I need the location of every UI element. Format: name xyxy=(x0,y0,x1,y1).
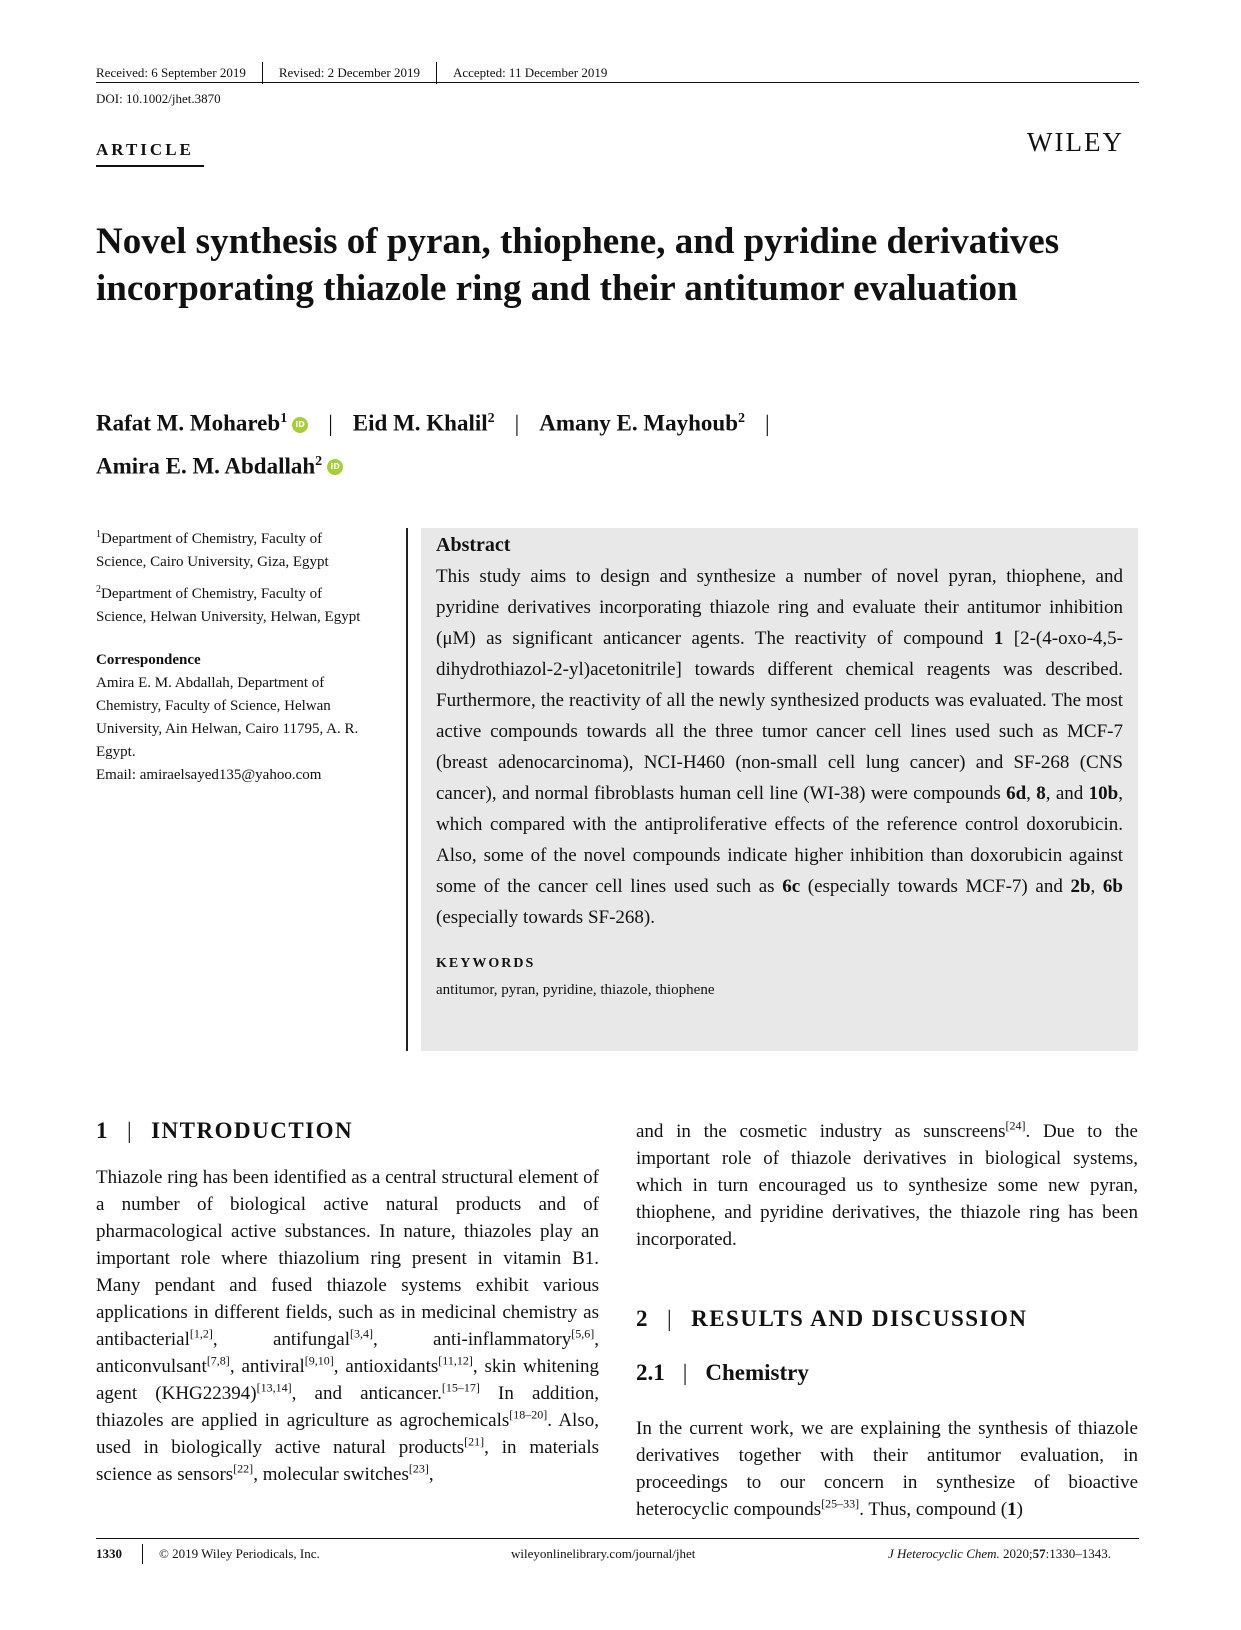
subsection-separator: | xyxy=(682,1360,688,1385)
affiliation-marker: 2 xyxy=(315,453,323,469)
citation-ref[interactable]: [11,12] xyxy=(438,1353,473,1368)
page-number: 1330 xyxy=(96,1546,122,1561)
body-text: . Due to the important role of thiazole derivatives in biological systems, which in turn encouraged us to synthesize some new pyran, thiophene, and pyridine derivatives, the thiazole ring has been incorporated. xyxy=(636,1121,1138,1250)
body-text: , skin whitening agent (KHG22394) xyxy=(96,1356,599,1404)
section-heading-introduction xyxy=(96,1118,353,1144)
received-date: Received: 6 September 2019 xyxy=(96,65,246,80)
affiliation xyxy=(96,523,371,574)
section-heading-results xyxy=(636,1306,1028,1332)
body-text: . Thus, compound ( xyxy=(859,1499,1008,1520)
abstract-segment: (especially towards SF-268). xyxy=(436,907,655,928)
body-text: , anti-inflammatory xyxy=(372,1329,572,1350)
subsection-title: Chemistry xyxy=(705,1360,809,1385)
abstract-segment: , and xyxy=(1045,783,1089,804)
abstract-segment: , xyxy=(1090,876,1103,897)
citation-ref[interactable]: [7,8] xyxy=(206,1353,230,1368)
author-separator: | xyxy=(328,410,333,436)
introduction-paragraph-continued xyxy=(636,1118,1138,1253)
author-separator: | xyxy=(764,410,770,436)
author-name[interactable]: Eid M. Khalil xyxy=(352,410,488,436)
citation-ref[interactable]: [24] xyxy=(1005,1118,1026,1133)
orcid-icon[interactable]: iD xyxy=(327,459,343,475)
body-text: , anticonvulsant xyxy=(96,1329,599,1377)
section-separator: | xyxy=(667,1306,674,1331)
author-separator: | xyxy=(514,410,520,436)
compound-ref: 6c xyxy=(782,876,801,897)
copyright: © 2019 Wiley Periodicals, Inc. xyxy=(159,1546,320,1561)
abstract-segment: This study aims to design and synthesize a number of novel pyran, thiophene, and pyridine derivatives incorporating thiazole ring and evaluate their antitumor inhibition (μM) as significant anticancer agents. The reactivity of compound xyxy=(436,566,1123,649)
section-number: 2 xyxy=(636,1306,649,1331)
orcid-icon[interactable]: iD xyxy=(292,417,308,433)
compound-ref: 6b xyxy=(1102,876,1123,897)
body-text: and in the cosmetic industry as sunscreens xyxy=(636,1121,1006,1142)
citation-ref[interactable]: [18–20] xyxy=(509,1407,548,1422)
abstract xyxy=(436,534,1123,999)
compound-ref: 1 xyxy=(1007,1499,1017,1520)
keywords-heading: KEYWORDS xyxy=(436,956,536,971)
body-text: , antioxidants xyxy=(333,1356,439,1377)
compound-ref: 2b xyxy=(1070,876,1091,897)
compound-ref: 8 xyxy=(1036,783,1046,804)
correspondence-email[interactable]: Email: amiraelsayed135@yahoo.com xyxy=(96,767,322,783)
header-rule xyxy=(96,82,1139,83)
author-name[interactable]: Rafat M. Mohareb xyxy=(96,410,281,436)
citation-ref[interactable]: [1,2] xyxy=(189,1326,213,1341)
body-text: Thiazole ring has been identified as a central structural element of a number of biological active natural products and of pharmacological active substances. In nature, thiazoles play an important role where thiazolium ring present in vitamin B1. Many pendant and fused thiazole systems exhibit various applications in different fields, such as in medicinal chemistry as antibacterial xyxy=(96,1167,599,1350)
citation-ref[interactable]: [13,14] xyxy=(256,1380,292,1395)
affiliation-text: Department of Chemistry, Faculty of Science, Helwan University, Helwan, Egypt xyxy=(96,586,361,625)
body-text: . Also, used in biologically active natural products xyxy=(96,1410,599,1458)
affiliation xyxy=(96,578,371,629)
abstract-text xyxy=(436,561,1123,933)
affiliation-number: 2 xyxy=(96,584,101,595)
footer-divider xyxy=(142,1544,143,1564)
affiliation-marker: 1 xyxy=(280,411,288,426)
affiliation-number: 1 xyxy=(96,529,101,540)
author-name[interactable]: Amira E. M. Abdallah xyxy=(96,453,316,479)
divider xyxy=(436,62,437,84)
section-title: RESULTS AND DISCUSSION xyxy=(691,1306,1028,1331)
journal-year: 2020; xyxy=(1003,1546,1033,1561)
abstract-segment: (especially towards MCF-7) and xyxy=(800,876,1071,897)
journal-citation xyxy=(888,1546,1111,1562)
body-text: ) xyxy=(1016,1499,1023,1520)
journal-volume: 57 xyxy=(1032,1546,1046,1561)
abstract-segment: , xyxy=(1026,783,1037,804)
section-separator: | xyxy=(127,1118,134,1143)
body-text: , antifungal xyxy=(212,1329,350,1350)
wiley-logo: WILEY xyxy=(1027,127,1124,157)
body-text: , xyxy=(428,1464,434,1485)
citation-ref[interactable]: [15–17] xyxy=(441,1380,480,1395)
body-text: In the current work, we are explaining the synthesis of thiazole derivatives together with their antitumor evaluation, in proceedings to our concern in synthesize of bioactive heterocyclic compounds xyxy=(636,1418,1138,1520)
citation-ref[interactable]: [5,6] xyxy=(571,1326,595,1341)
divider xyxy=(262,62,263,84)
article-type-label: ARTICLE xyxy=(96,140,194,159)
affiliations-panel xyxy=(96,523,371,787)
subsection-heading-chemistry xyxy=(636,1360,809,1386)
journal-pages: :1330–1343. xyxy=(1045,1546,1112,1561)
citation-ref[interactable]: [21] xyxy=(464,1434,485,1449)
doi[interactable]: DOI: 10.1002/jhet.3870 xyxy=(96,91,221,106)
subsection-number: 2.1 xyxy=(636,1360,665,1385)
chemistry-paragraph xyxy=(636,1415,1138,1523)
article-type-underline xyxy=(96,165,204,167)
body-text: , and anticancer. xyxy=(291,1383,442,1404)
correspondence-address: Amira E. M. Abdallah, Department of Chemistry, Faculty of Science, Helwan University, Ain Helwan, Cairo 11795, A. R. Egypt. xyxy=(96,675,359,760)
body-text: , in materials science as sensors xyxy=(96,1437,599,1485)
abstract-side-rule xyxy=(406,528,408,1051)
author-name[interactable]: Amany E. Mayhoub xyxy=(539,410,738,436)
article-history xyxy=(96,62,607,84)
citation-ref[interactable]: [3,4] xyxy=(349,1326,373,1341)
citation-ref[interactable]: [9,10] xyxy=(304,1353,334,1368)
body-text: , molecular switches xyxy=(253,1464,409,1485)
abstract-heading: Abstract xyxy=(436,534,511,556)
revised-date: Revised: 2 December 2019 xyxy=(278,65,420,80)
citation-ref[interactable]: [22] xyxy=(233,1461,254,1476)
body-text: , antiviral xyxy=(229,1356,305,1377)
abstract-segment: [2-(4-oxo-4,5-dihydrothiazol-2-yl)acetonitrile] towards different chemical reagents was described. Furthermore, the reactivity of all the newly synthesized products was evaluated. The most active compounds towards all the three tumor cancer cell lines used such as MCF-7 (breast adenocarcinoma), NCI-H460 (non-small cell lung cancer) and SF-268 (CNS cancer), and normal fibroblasts human cell line (WI-38) were compounds xyxy=(436,628,1123,804)
compound-ref: 1 xyxy=(993,628,1004,649)
introduction-paragraph xyxy=(96,1164,599,1488)
footer-rule xyxy=(96,1538,1139,1539)
body-text: In addition, thiazoles are applied in agriculture as agrochemicals xyxy=(96,1383,599,1431)
correspondence-heading: Correspondence xyxy=(96,652,201,668)
citation-ref[interactable]: [23] xyxy=(408,1461,429,1476)
affiliation-text: Department of Chemistry, Faculty of Science, Cairo University, Giza, Egypt xyxy=(96,531,329,570)
abstract-segment: , which compared with the antiproliferative effects of the reference control doxorubicin. Also, some of the novel compounds indicate higher inhibition than doxorubicin against some of the cancer cell lines used such as xyxy=(436,783,1123,897)
journal-name: J Heterocyclic Chem. xyxy=(888,1546,1000,1561)
section-title: INTRODUCTION xyxy=(151,1118,354,1143)
affiliation-marker: 2 xyxy=(487,411,495,426)
citation-ref[interactable]: [25–33] xyxy=(821,1496,860,1511)
compound-ref: 6d xyxy=(1006,783,1027,804)
journal-url[interactable]: wileyonlinelibrary.com/journal/jhet xyxy=(511,1546,696,1561)
affiliation-marker: 2 xyxy=(737,411,745,426)
keywords-list: antitumor, pyran, pyridine, thiazole, thiophene xyxy=(436,982,715,998)
section-number: 1 xyxy=(96,1118,109,1143)
compound-ref: 10b xyxy=(1088,783,1119,804)
article-title: Novel synthesis of pyran, thiophene, and pyridine derivatives incorporating thiazole ring and their antitumor evaluation xyxy=(96,221,1060,309)
author-list xyxy=(96,400,1096,485)
accepted-date: Accepted: 11 December 2019 xyxy=(452,65,608,80)
